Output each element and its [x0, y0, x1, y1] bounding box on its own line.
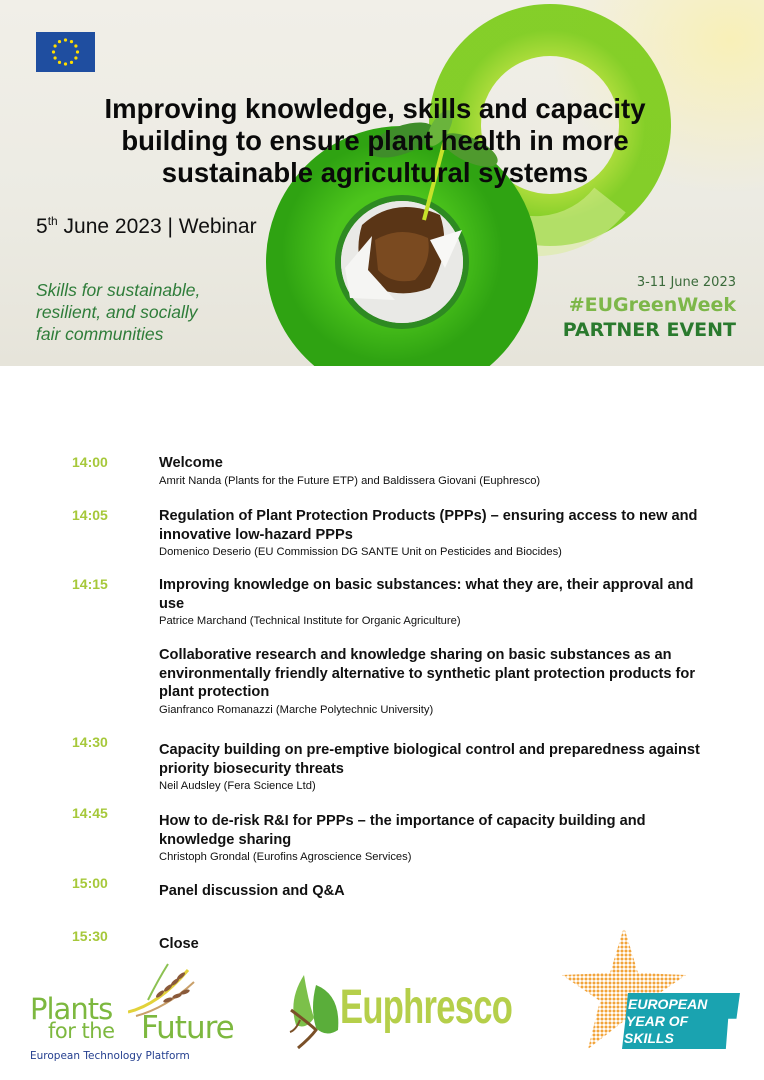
- tagline-line: Skills for sustainable,: [36, 280, 201, 300]
- tagline: [36, 279, 266, 345]
- agenda-title: Regulation of Plant Protection Products (PPPs) – ensuring access to new and innovative low-hazard PPPs: [159, 508, 698, 543]
- agenda-title: Capacity building on pre-emptive biological control and preparedness against priority biosecurity threats: [159, 742, 700, 777]
- euphresco-logo: [286, 970, 513, 1055]
- agenda-title: Improving knowledge on basic substances: what they are, their approval and use: [159, 577, 694, 612]
- green-week-dates: 3-11 June 2023: [636, 275, 736, 290]
- agenda-time: 14:05: [72, 507, 108, 523]
- agenda-time: 14:30: [72, 734, 108, 750]
- header-banner: [0, 0, 764, 366]
- pff-word-forthe: for the: [48, 1019, 115, 1043]
- partner-event-label: PARTNER EVENT: [562, 319, 736, 341]
- date-day: 5: [36, 215, 48, 238]
- eu-flag-icon: [36, 32, 95, 72]
- tagline-line: fair communities: [36, 324, 164, 344]
- agenda-time: 15:30: [72, 928, 108, 944]
- date-rest: June 2023 | Webinar: [57, 215, 257, 238]
- agenda-title: How to de-risk R&I for PPPs – the importance of capacity building and knowledge sharing: [159, 813, 646, 848]
- agenda-title: Welcome: [159, 455, 223, 471]
- agenda-time: 14:45: [72, 805, 108, 821]
- agenda-speaker: Gianfranco Romanazzi (Marche Polytechnic University): [159, 703, 434, 716]
- euphresco-wordmark: Euphresco: [340, 981, 513, 1034]
- pff-subtitle: European Technology Platform: [30, 1050, 190, 1062]
- date-suffix: th: [47, 214, 58, 228]
- event-date: [36, 214, 257, 239]
- agenda-title: Close: [159, 936, 199, 952]
- agenda-title: Panel discussion and Q&A: [159, 883, 345, 899]
- agenda-speaker: Amrit Nanda (Plants for the Future ETP) and Baldissera Giovani (Euphresco): [159, 474, 541, 487]
- european-year-of-skills-logo: [560, 925, 745, 1055]
- plants-for-the-future-logo: [28, 960, 234, 1062]
- tagline-line: resilient, and socially: [36, 302, 198, 322]
- agenda-speaker: Patrice Marchand (Technical Institute for Organic Agriculture): [159, 615, 461, 627]
- agenda-title: Collaborative research and knowledge sharing on basic substances as an environmentally friendly alternative to synthetic plant protection products for plant protection: [159, 647, 695, 700]
- pff-word-future: Future: [141, 1010, 234, 1046]
- agenda-speaker: Christoph Grondal (Eurofins Agroscience Services): [159, 851, 412, 863]
- partner-logos: [0, 950, 764, 1080]
- eys-line1: EUROPEAN: [628, 996, 708, 1012]
- pff-word-plants: Plants: [30, 992, 113, 1026]
- agenda-speaker: Neil Audsley (Fera Science Ltd): [159, 780, 316, 792]
- green-week-hashtag: #EUGreenWeek: [568, 294, 736, 316]
- agenda-time: 14:15: [72, 576, 108, 592]
- agenda-time: 14:00: [72, 454, 108, 470]
- leaf-icon: [286, 970, 346, 1055]
- eys-line3: SKILLS: [624, 1030, 674, 1046]
- event-title-line: Improving knowledge, skills and capacity: [104, 93, 646, 124]
- event-title-line: building to ensure plant health in more: [121, 125, 629, 156]
- event-title-line: sustainable agricultural systems: [161, 157, 589, 188]
- event-title: [40, 93, 710, 189]
- agenda-speaker: Domenico Deserio (EU Commission DG SANTE Unit on Pesticides and Biocides): [159, 546, 562, 558]
- eys-line2: YEAR OF: [626, 1013, 689, 1029]
- agenda-time: 15:00: [72, 875, 108, 891]
